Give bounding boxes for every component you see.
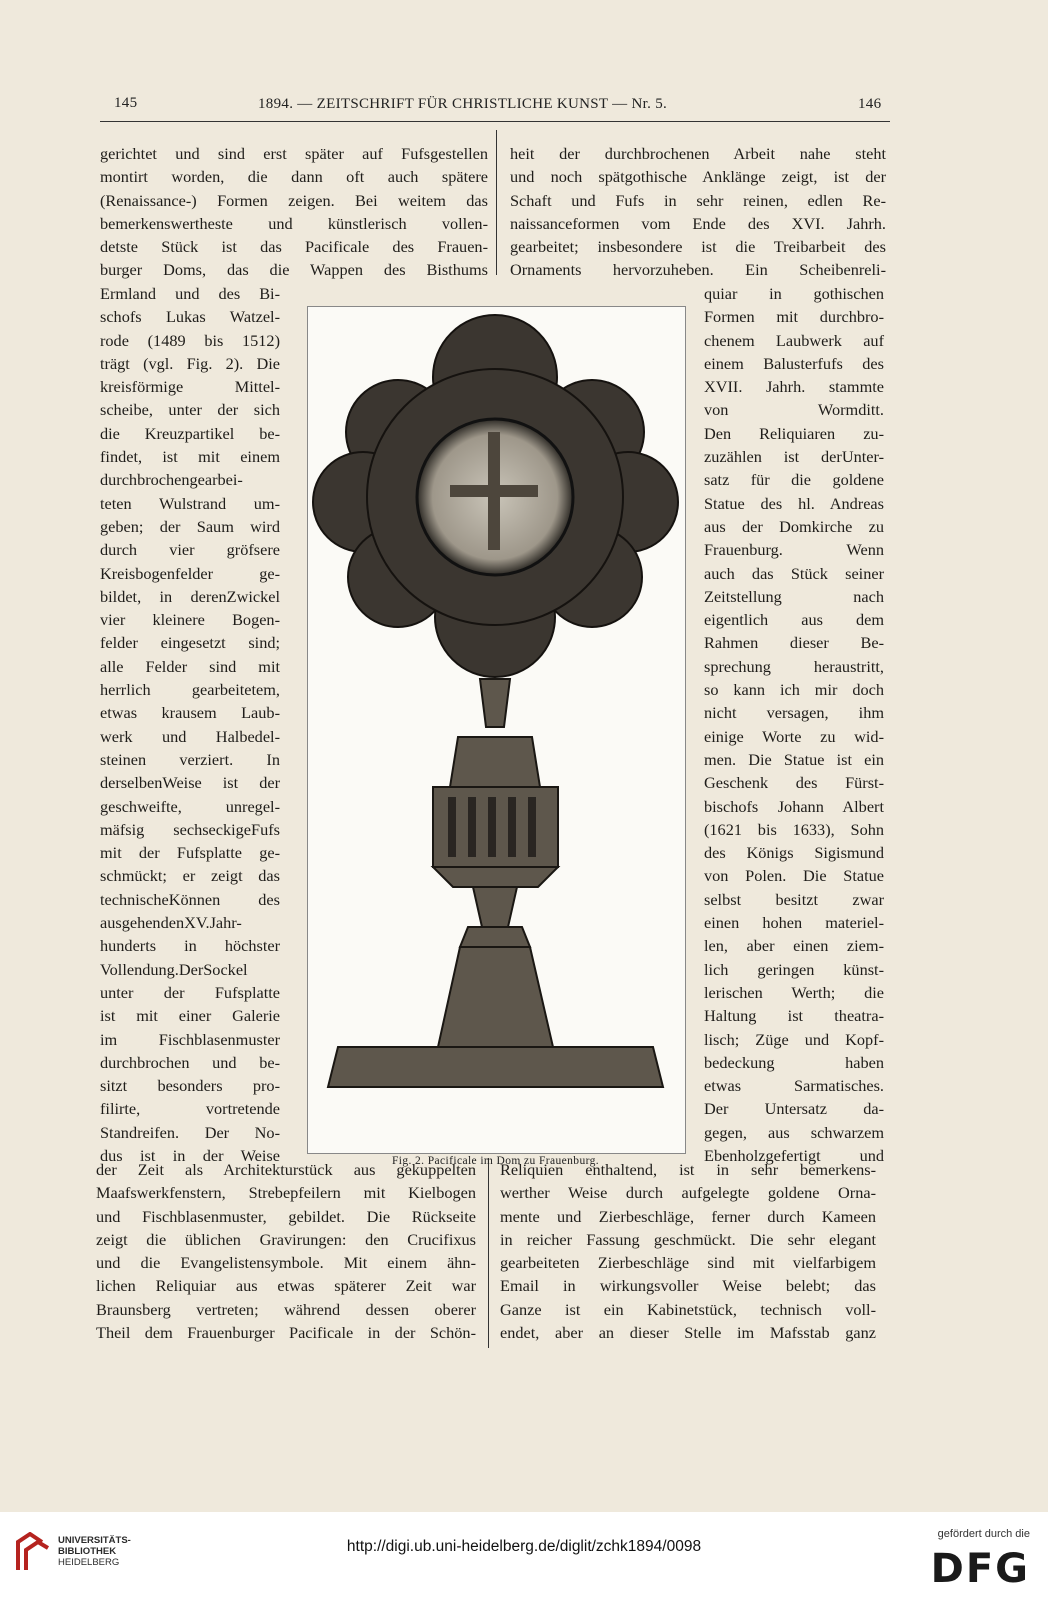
text-line: Braunsberg vertreten; während dessen oberer [96,1299,476,1319]
text-line: einige Worte zu wid- [704,726,884,746]
text-line: zuzählen ist derUnter- [704,447,884,467]
text-line: technischeKönnen des [100,889,280,909]
text-line: Frauenburg. Wenn [704,540,884,560]
source-url-link[interactable]: http://digi.ub.uni-heidelberg.de/diglit/zchk1894/0098 [346,1538,702,1555]
text-line: durch vier gröfsere [100,540,280,560]
text-line: burger Doms, das die Wappen des Bisthums [100,260,488,280]
text-line: Rahmen dieser Be- [704,633,884,653]
text-line: zeigt die üblichen Gravirungen: den Crucifixus [96,1229,476,1249]
dfg-logo: DFG [930,1546,1030,1592]
text-line: endet, aber an dieser Stelle im Mafsstab ganz [500,1323,876,1343]
text-line: etwas Sarmatisches. [704,1076,884,1096]
text-line: montirt worden, die dann oft auch spätere [100,167,488,187]
text-line: aus der Domkirche zu [704,516,884,536]
text-line: etwas krausem Laub- [100,703,280,723]
text-line: nicht versagen, ihm [704,703,884,723]
text-line: Den Reliquiaren zu- [704,423,884,443]
text-line: Haltung ist theatra- [704,1006,884,1026]
text-line: mente und Zierbeschläge, ferner durch Kameen [500,1206,876,1226]
funded-by-label: gefördert durch die [937,1528,1030,1540]
left-column-narrow [100,282,280,1167]
text-line: mäfsig sechseckigeFufs [100,819,280,839]
text-line: einem Balusterfufs des [704,353,884,373]
text-line: im Fischblasenmuster [100,1029,280,1049]
text-line: und noch spätgothische Anklänge zeigt, ist der [510,167,886,187]
right-column-top [510,142,886,282]
text-line: durchbrochengearbei- [100,470,243,490]
library-line-1: UNIVERSITÄTS- [58,1535,131,1546]
text-line: von Wormditt. [704,400,884,420]
library-line-3: HEIDELBERG [58,1557,120,1568]
text-line: len, aber einen ziem- [704,936,884,956]
text-line: (Renaissance-) Formen zeigen. Bei weitem das [100,190,488,210]
text-line: trägt (vgl. Fig. 2). Die [100,353,280,373]
text-line: werther Weise durch aufgelegte goldene Orna- [500,1183,876,1203]
text-line: schofs Lukas Watzel- [100,307,280,327]
text-line: satz für die goldene [704,470,884,490]
text-line: quiar in gothischen [704,284,884,303]
text-line: Ermland und des Bi- [100,284,280,303]
text-line: Geschenk des Fürst- [704,773,884,793]
text-line: Schaft und Fufs in sehr reinen, edlen Re- [510,190,886,210]
text-line: bischofs Johann Albert [704,796,884,816]
text-line: bemerkenswertheste und künstlerisch vollen- [100,213,488,233]
text-line: eigentlich aus dem [704,610,884,630]
text-line: bedeckung haben [704,1052,884,1072]
text-line: Email in wirkungsvoller Weise belebt; das [500,1276,876,1296]
text-line: vier kleinere Bogen- [100,610,280,630]
text-line: einen hohen materiel- [704,913,884,933]
text-line: Formen mit durchbro- [704,307,884,327]
right-column-narrow [704,282,884,1167]
text-line: schmückt; er zeigt das [100,866,280,886]
text-line: werk und Halbedel- [100,726,280,746]
text-line: hunderts in höchster [100,936,280,956]
text-line: ist mit einer Galerie [100,1006,280,1026]
text-line: selbst besitzt zwar [704,889,884,909]
library-line-2: BIBLIOTHEK [58,1546,117,1557]
footer-bar [0,1512,1048,1598]
text-line: heit der durchbrochenen Arbeit nahe steht [510,144,886,163]
text-line: Ebenholzgefertigt und [704,1145,884,1165]
text-line: findet, ist mit einem [100,447,280,467]
header-rule [100,121,890,122]
text-line: in reicher Fassung geschmückt. Die sehr elegant [500,1229,876,1249]
text-line: dus ist in der Weise [100,1145,280,1165]
text-line: lichen Reliquiar aus etwas späterer Zeit war [96,1276,476,1296]
text-line: und Fischblasenmuster, gebildet. Die Rückseite [96,1206,476,1226]
text-line: mit der Fufsplatte ge- [100,843,280,863]
text-line: naissanceformen vom Ende des XVI. Jahrh. [510,213,886,233]
text-line: der Zeit als Architekturstück aus gekuppelten [96,1160,476,1179]
text-line: die Kreuzpartikel be- [100,423,280,443]
text-line: detste Stück ist das Pacificale des Frauen- [100,237,488,257]
text-line: des Königs Sigismund [704,843,884,863]
text-line: sitzt besonders pro- [100,1076,280,1096]
text-line: men. Die Statue ist ein [704,749,884,769]
text-line: und die Evangelistensymbole. Mit einem ähn- [96,1253,476,1273]
text-line: steinen verziert. In [100,749,280,769]
text-line: derselbenWeise ist der [100,773,280,793]
text-line: bildet, in derenZwickel [100,586,280,606]
text-line: durchbrochen und be- [100,1052,280,1072]
text-line: sprechung heraustritt, [704,656,884,676]
text-line: ausgehendenXV.Jahr- [100,913,242,933]
text-line: lich geringen künst- [704,959,884,979]
text-line: unter der Fufsplatte [100,982,280,1002]
text-line: gegen, aus schwarzem [704,1122,884,1142]
right-column-bottom [500,1158,876,1344]
text-line: teten Wulstrand um- [100,493,280,513]
text-line: Theil dem Frauenburger Pacificale in der Schön- [96,1323,476,1343]
text-line: gearbeitet; insbesondere ist die Treibarbeit des [510,237,886,257]
text-line: Kreisbogenfelder ge- [100,563,280,583]
text-line: von Polen. Die Statue [704,866,884,886]
text-line: geschweifte, unregel- [100,796,280,816]
text-line: Der Untersatz da- [704,1099,884,1119]
page-number-right: 146 [858,96,882,112]
column-rule-top [496,130,497,275]
running-title: 1894. — ZEITSCHRIFT FÜR CHRISTLICHE KUNST — Nr. 5. [258,96,668,112]
text-line: filirte, vortretende [100,1099,280,1119]
text-line: felder eingesetzt sind; [100,633,280,653]
text-line: Zeitstellung nach [704,586,884,606]
text-line: Standreifen. Der No- [100,1122,280,1142]
text-line: gearbeiteten Zierbeschläge sind mit vielfarbigem [500,1253,876,1273]
figure-pacificale [307,306,686,1154]
column-rule-bottom [488,1158,489,1348]
reliquary-illustration [308,307,685,1153]
figure-caption: Fig. 2. Pacificale im Dom zu Frauenburg. [391,1155,600,1167]
text-line: rode (1489 bis 1512) [100,330,280,350]
page-number-left: 145 [114,95,138,111]
text-line: Ornaments hervorzuheben. Ein Scheibenreli- [510,260,886,280]
text-line: kreisförmige Mittel- [100,377,280,397]
text-line: gerichtet und sind erst später auf Fufsgestellen [100,144,488,163]
text-line: lisch; Züge und Kopf- [704,1029,884,1049]
left-column-bottom [96,1158,476,1344]
text-line: Reliquien enthaltend, ist in sehr bemerkens- [500,1160,876,1179]
text-line: XVII. Jahrh. stammte [704,377,884,397]
text-line: Vollendung.DerSockel [100,959,248,979]
text-line: Statue des hl. Andreas [704,493,884,513]
text-line: Maafswerkfenstern, Strebepfeilern mit Kielbogen [96,1183,476,1203]
text-line: lerischen Werth; die [704,982,884,1002]
text-line: chenem Laubwerk auf [704,330,884,350]
text-line: scheibe, unter der sich [100,400,280,420]
text-line: auch das Stück seiner [704,563,884,583]
text-line: so kann ich mir doch [704,680,884,700]
text-line: geben; der Saum wird [100,516,280,536]
text-line: (1621 bis 1633), Sohn [704,819,884,839]
text-line: alle Felder sind mit [100,656,280,676]
left-column-top [100,142,488,282]
text-line: herrlich gearbeitetem, [100,680,280,700]
text-line: Ganze ist ein Kabinetstück, technisch voll- [500,1299,876,1319]
